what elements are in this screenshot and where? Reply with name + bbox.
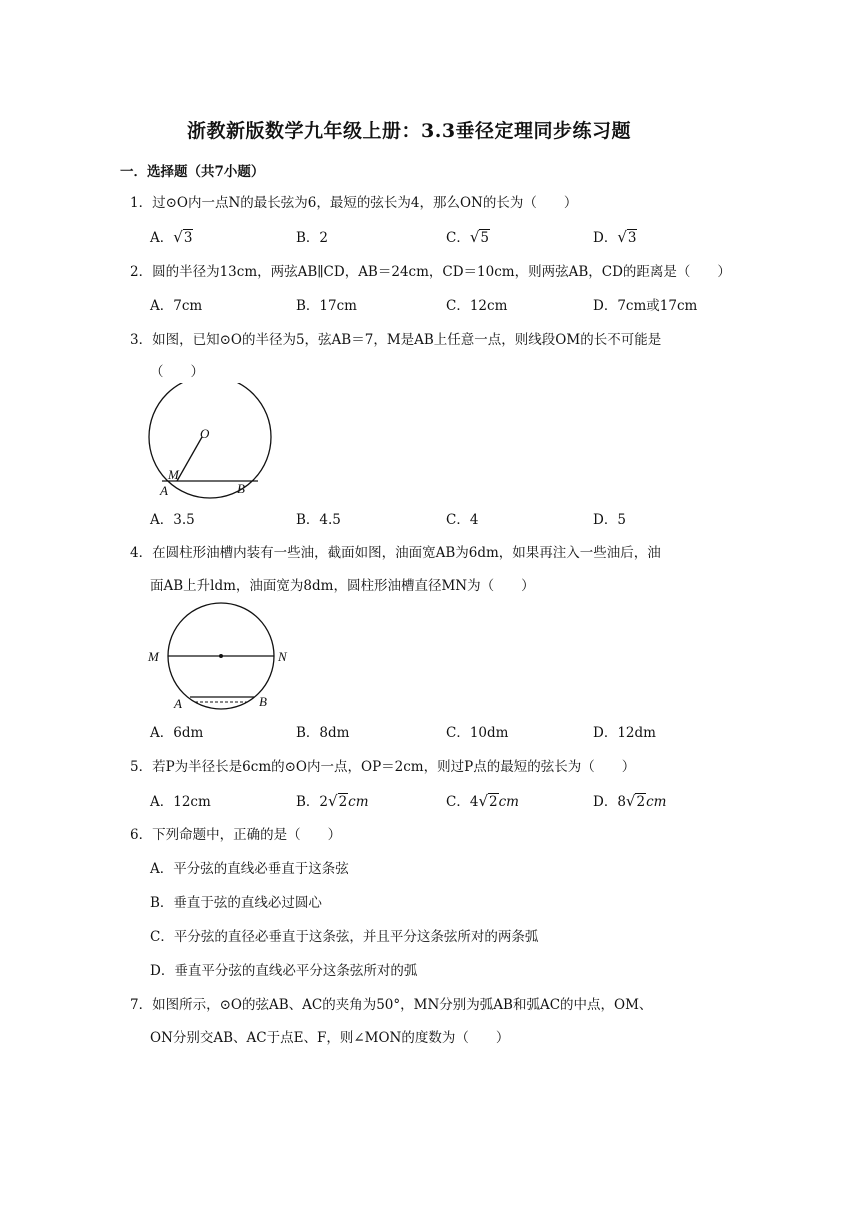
question-3-stem-cont: （ ）: [150, 364, 204, 380]
q4-option-d: D．12dm: [593, 725, 656, 741]
question-4-stem: 4．在圆柱形油槽内装有一些油，截面如图，油面宽AB为6dm，如果再注入一些油后，油: [130, 545, 661, 561]
label-m: M: [148, 649, 159, 664]
q1-option-c: C．√5: [446, 228, 489, 246]
question-5-stem: 5．若P为半径长是6cm的⊙O内一点，OP＝2cm，则过P点的最短的弦长为（ ）: [130, 759, 636, 775]
q5-option-c: C．4√2cm: [446, 792, 519, 810]
q2-option-d: D．7cm或17cm: [593, 298, 698, 314]
q4-oil-tank-figure: [140, 600, 300, 716]
q6-option-c: C．平分弦的直径必垂直于这条弦，并且平分这条弦所对的两条弧: [150, 929, 539, 945]
label-a: A: [160, 483, 168, 498]
q2-option-b: B．17cm: [296, 298, 357, 314]
q5-option-b: B．2√2cm: [296, 792, 369, 810]
q4-option-b: B．8dm: [296, 725, 350, 741]
label-o: O: [200, 426, 210, 441]
q3-option-d: D．5: [593, 512, 626, 528]
section-heading: 一．选择题（共7小题）: [120, 164, 265, 180]
q3-option-a: A．3.5: [150, 512, 195, 528]
q6-option-d: D．垂直平分弦的直线必平分这条弦所对的弧: [150, 963, 418, 979]
q5-option-a: A．12cm: [150, 794, 211, 810]
label-m: M: [168, 467, 179, 482]
label-a: A: [174, 696, 182, 711]
label-b: B: [237, 481, 245, 496]
question-2-stem: 2．圆的半径为13cm，两弦AB∥CD，AB＝24cm，CD＝10cm，则两弦AB，CD的距离是（ ）: [130, 264, 731, 280]
q6-option-a: A．平分弦的直线必垂直于这条弦: [150, 861, 349, 877]
q1-option-a: A．√3: [150, 228, 193, 246]
question-3-stem: 3．如图，已知⊙O的半径为5，弦AB＝7，M是AB上任意一点，则线段OM的长不可能是: [130, 332, 662, 348]
q3-option-c: C．4: [446, 512, 479, 528]
q6-option-b: B．垂直于弦的直线必过圆心: [150, 895, 322, 911]
q4-option-a: A．6dm: [150, 725, 204, 741]
question-7-stem-cont: ON分别交AB、AC于点E、F，则∠MON的度数为（ ）: [150, 1030, 510, 1046]
question-4-stem-cont: 面AB上升ldm，油面宽为8dm，圆柱形油槽直径MN为（ ）: [150, 578, 535, 594]
q3-circle-figure: [140, 383, 280, 501]
q3-option-b: B．4.5: [296, 512, 341, 528]
question-1-stem: 1．过⊙O内一点N的最长弦为6，最短的弦长为4，那么ON的长为（ ）: [130, 195, 578, 211]
question-7-stem: 7．如图所示，⊙O的弦AB、AC的夹角为50°，MN分别为弧AB和弧AC的中点，OM、: [130, 997, 653, 1013]
q1-option-b: B．2: [296, 230, 329, 246]
q2-option-c: C．12cm: [446, 298, 508, 314]
q4-option-c: C．10dm: [446, 725, 509, 741]
page-title: 浙教新版数学九年级上册：3.3垂径定理同步练习题: [187, 120, 632, 142]
q1-option-d: D．√3: [593, 228, 637, 246]
label-b: B: [259, 694, 267, 709]
q2-option-a: A．7cm: [150, 298, 203, 314]
sqrt-symbol: √3: [173, 228, 193, 246]
q5-option-d: D．8√2cm: [593, 792, 667, 810]
label-n: N: [278, 649, 287, 664]
question-6-stem: 6．下列命题中，正确的是（ ）: [130, 827, 342, 843]
